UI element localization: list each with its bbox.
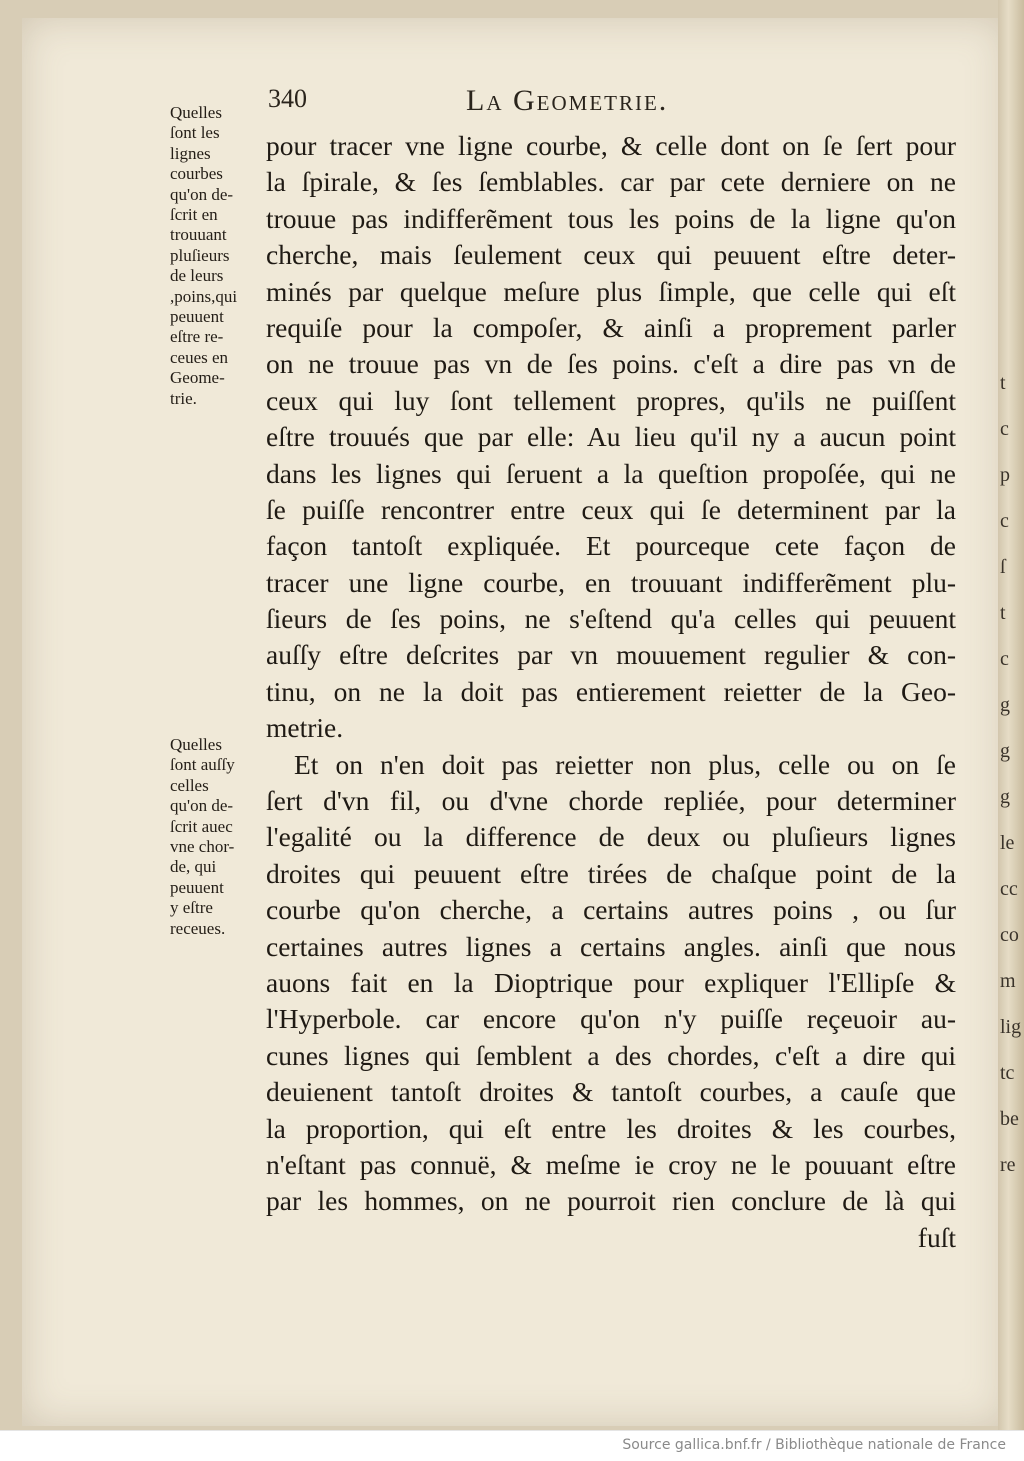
margin-note-line: qu'on de-: [170, 184, 234, 204]
bleed-glyph: g: [1000, 740, 1010, 762]
text-line: trouue pas indifferẽment tous les poins de la ligne qu'on: [266, 202, 956, 234]
adjacent-page-bleed: [1000, 360, 1022, 1188]
margin-note-line: trie.: [170, 388, 197, 408]
text-line: on ne trouue pas vn de ſes poins. c'eſt a dire pas vn de: [266, 348, 956, 380]
source-credit: Source gallica.bnf.fr / Bibliothèque nationale de France: [622, 1437, 1006, 1453]
margin-note-line: ſcrit auec: [170, 816, 233, 836]
text-line: pour tracer vne ligne courbe, & celle dont on ſe ſert pour: [266, 130, 956, 161]
text-line: deuienent tantoſt droites & tantoſt courbes, a cauſe que: [266, 1076, 956, 1108]
bleed-glyph: be: [1000, 1108, 1019, 1130]
text-line: droites qui peuuent eſtre tirées de chaſque point de la: [266, 857, 956, 889]
text-line: Et on n'en doit pas reietter non plus, celle ou on ſe: [294, 748, 956, 780]
bleed-glyph: re: [1000, 1154, 1016, 1176]
margin-note-curves-by-cord: [170, 735, 262, 939]
text-line: l'egalité ou la difference de deux ou pluſieurs lignes: [266, 821, 956, 853]
text-line: auſſy eſtre deſcrites par vn mouuement regulier & con-: [266, 639, 956, 671]
margin-note-line: de leurs: [170, 266, 224, 286]
margin-note-line: Geome-: [170, 368, 225, 388]
text-line: ſert d'vn fil, ou d'vne chorde repliée, pour determiner: [266, 785, 956, 817]
margin-note-line: pluſieurs: [170, 245, 230, 265]
margin-note-line: y eſtre: [170, 898, 213, 918]
text-line: certaines autres lignes a certains angles. ainſi que nous: [266, 930, 956, 962]
bleed-glyph: ſ: [1000, 556, 1006, 578]
margin-note-line: qu'on de-: [170, 796, 234, 816]
margin-note-line: ſont les: [170, 123, 220, 143]
margin-note-line: vne chor-: [170, 837, 235, 857]
margin-note-line: celles: [170, 775, 209, 795]
text-line: eſtre trouués que par elle: Au lieu qu'il ny a aucun point: [266, 421, 956, 453]
text-line: tinu, on ne la doit pas entierement reietter de la Geo-: [266, 675, 956, 707]
margin-note-line: trouuant: [170, 225, 227, 245]
paragraph-1: [266, 128, 956, 747]
text-line: auons fait en la Dioptrique pour expliquer l'Ellipſe &: [266, 966, 956, 998]
running-title: La Geometrie.: [466, 84, 669, 117]
text-line: requiſe pour la compoſer, & ainſi a proprement parler: [266, 311, 956, 343]
text-line: façon tantoſt expliquée. Et pourceque cete façon de: [266, 530, 956, 562]
bleed-glyph: g: [1000, 694, 1010, 716]
bleed-glyph: m: [1000, 970, 1016, 992]
text-line: par les hommes, on ne pourroit rien conclure de là qui: [266, 1185, 956, 1217]
catchword: fuſt: [917, 1221, 956, 1253]
text-line: ſe puiſſe rencontrer entre ceux qui ſe determinent par la: [266, 493, 956, 525]
bleed-glyph: le: [1000, 832, 1015, 854]
text-line: cunes lignes qui ſemblent a des chordes, c'eſt a dire qui: [266, 1039, 956, 1071]
margin-note-line: courbes: [170, 164, 223, 184]
text-line: n'eſtant pas connuë, & meſme ie croy ne le pouuant eſtre: [266, 1148, 956, 1180]
bleed-glyph: co: [1000, 924, 1019, 946]
text-line: ceux qui luy ſont tellement propres, qu'ils ne puiſſent: [266, 384, 956, 416]
margin-note-line: Quelles: [170, 103, 222, 122]
bleed-glyph: c: [1000, 418, 1009, 440]
page-number: 340: [268, 84, 307, 113]
margin-note-line: lignes: [170, 143, 211, 163]
margin-note-line: ,poins,qui: [170, 286, 238, 306]
text-line: courbe qu'on cherche, a certains autres poins , ou ſur: [266, 894, 956, 926]
margin-note-line: de, qui: [170, 857, 217, 877]
margin-note-line: peuuent: [170, 307, 224, 327]
bleed-glyph: c: [1000, 648, 1009, 670]
text-line: la ſpirale, & ſes ſemblables. car par cete derniere on ne: [266, 166, 956, 198]
text-line: l'Hyperbole. car encore qu'on n'y puiſſe reçeuoir au-: [266, 1003, 956, 1035]
page-header: [268, 84, 958, 124]
text-line: ſieurs de ſes poins, ne s'eſtend qu'a celles qui peuuent: [266, 603, 956, 635]
text-line: dans les lignes qui ſeruent a la queſtion propoſée, qui ne: [266, 457, 956, 489]
bleed-glyph: tc: [1000, 1062, 1015, 1084]
margin-note-line: eſtre re-: [170, 327, 224, 347]
margin-note-line: Quelles: [170, 735, 222, 754]
footer-bar: [0, 1430, 1024, 1461]
bleed-glyph: cc: [1000, 878, 1018, 900]
margin-note-line: ſont auſſy: [170, 755, 235, 775]
margin-note-curves-by-points: [170, 103, 262, 409]
bleed-glyph: p: [1000, 464, 1010, 486]
text-line: minés par quelque meſure plus ſimple, que celle qui eſt: [266, 275, 956, 307]
margin-note-line: receues.: [170, 918, 226, 938]
margin-note-line: ſcrit en: [170, 205, 218, 225]
text-line: tracer une ligne courbe, en trouuant indifferẽment plu-: [266, 566, 956, 598]
text-line: la proportion, qui eſt entre les droites & les courbes,: [266, 1112, 956, 1144]
paragraph-2: [266, 747, 956, 1220]
text-line: metrie.: [266, 712, 344, 744]
margin-note-line: peuuent: [170, 877, 224, 897]
bleed-glyph: lig: [1000, 1016, 1022, 1038]
margin-note-line: ceues en: [170, 347, 229, 367]
bleed-glyph: t: [1000, 602, 1006, 624]
book-spine: [998, 0, 1024, 1430]
body-text: [266, 128, 956, 1256]
bleed-glyph: t: [1000, 372, 1006, 394]
bleed-glyph: c: [1000, 510, 1009, 532]
bleed-glyph: g: [1000, 786, 1010, 808]
text-line: cherche, mais ſeulement ceux qui peuuent eſtre deter-: [266, 239, 956, 271]
